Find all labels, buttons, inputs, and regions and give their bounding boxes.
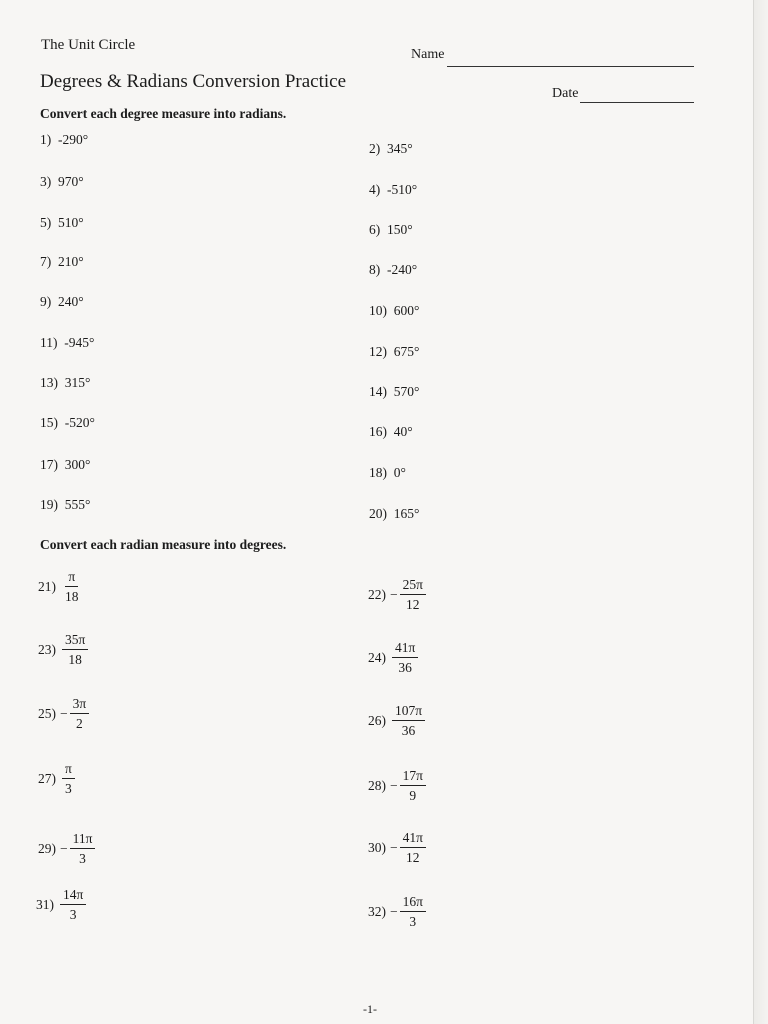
problem-11 (40, 335, 94, 351)
fraction (392, 704, 425, 738)
numerator: 16π (400, 895, 426, 912)
degree-value: 300° (64, 457, 91, 472)
problem-number: 6) (369, 222, 381, 237)
problem-18 (369, 465, 406, 481)
degree-value: 555° (64, 497, 91, 512)
degree-value: 240° (58, 294, 84, 309)
numerator: 17π (400, 769, 426, 786)
degree-value: 970° (58, 174, 84, 189)
degree-value: -945° (64, 335, 95, 350)
problem-number: 22) (368, 587, 386, 603)
fraction (70, 832, 96, 866)
minus-sign: − (390, 840, 398, 856)
denominator: 18 (65, 589, 79, 605)
problem-number: 28) (368, 778, 386, 794)
degree-value: 345° (387, 141, 413, 156)
problem-number: 29) (38, 841, 56, 857)
numerator: 35π (62, 633, 88, 650)
numerator: 25π (400, 578, 426, 595)
fraction (62, 570, 82, 604)
degree-value: -510° (387, 182, 418, 197)
problem-17 (40, 457, 90, 473)
denominator: 12 (406, 597, 420, 613)
problem-9 (40, 294, 84, 310)
minus-sign: − (390, 904, 398, 920)
denominator: 36 (398, 660, 412, 676)
denominator: 2 (76, 716, 83, 732)
problem-number: 3) (40, 174, 52, 189)
problem-12 (369, 344, 419, 360)
problem-2 (369, 141, 413, 157)
problem-21 (38, 570, 82, 604)
problem-24 (368, 641, 418, 675)
fraction (62, 633, 88, 667)
problem-5 (40, 215, 84, 231)
denominator: 12 (406, 850, 420, 866)
denominator: 36 (401, 723, 416, 739)
problem-number: 12) (369, 344, 387, 359)
numerator: π (62, 762, 75, 779)
degree-value: 165° (393, 506, 420, 521)
problem-number: 27) (38, 771, 56, 787)
problem-number: 30) (368, 840, 386, 856)
problem-4 (369, 182, 417, 198)
problem-10 (369, 303, 419, 319)
problem-number: 9) (40, 294, 52, 309)
fraction (392, 641, 418, 675)
problem-number: 17) (40, 457, 58, 472)
degrees-to-radians-instruction: Convert each degree measure into radians. (40, 106, 287, 121)
degree-value: 150° (387, 222, 413, 237)
problem-6 (369, 222, 413, 238)
numerator: 3π (70, 697, 90, 714)
radians-to-degrees-instruction: Convert each radian measure into degrees. (40, 537, 287, 552)
problem-number: 13) (40, 375, 58, 390)
degree-value: 675° (393, 344, 420, 359)
degree-value: 510° (58, 215, 84, 230)
problem-number: 7) (40, 254, 52, 269)
denominator: 9 (409, 788, 417, 804)
page-number: -1- (363, 1002, 377, 1016)
problem-number: 8) (369, 262, 381, 277)
problem-number: 18) (369, 465, 387, 480)
problem-number: 2) (369, 141, 381, 156)
worksheet-title: Degrees & Radians Conversion Practice (40, 71, 347, 92)
problem-number: 19) (40, 497, 58, 512)
minus-sign: − (60, 706, 68, 722)
name-blank-line[interactable] (447, 66, 694, 67)
date-label: Date (552, 86, 579, 101)
problem-25 (38, 697, 89, 731)
problem-number: 26) (368, 713, 386, 729)
page-edge (753, 0, 768, 1024)
problem-15 (40, 415, 95, 431)
fraction (60, 888, 86, 922)
denominator: 3 (69, 907, 77, 923)
problem-23 (38, 633, 88, 667)
date-blank-line[interactable] (580, 102, 694, 103)
numerator: 107π (392, 704, 425, 721)
denominator: 3 (79, 851, 86, 867)
problem-27 (38, 762, 75, 796)
degree-value: 40° (393, 424, 413, 439)
minus-sign: − (390, 778, 398, 794)
fraction (70, 697, 90, 731)
problem-number: 24) (368, 650, 386, 666)
problem-29 (38, 832, 95, 866)
degree-value: 600° (393, 303, 420, 318)
fraction (400, 578, 426, 612)
degree-value: 210° (58, 254, 84, 269)
denominator: 3 (65, 781, 72, 797)
degree-value: 570° (393, 384, 420, 399)
problem-1 (40, 132, 88, 148)
degree-value: 0° (393, 465, 406, 480)
numerator: 41π (400, 831, 426, 848)
denominator: 18 (68, 652, 82, 668)
problem-19 (40, 497, 90, 513)
minus-sign: − (390, 587, 398, 603)
fraction (62, 762, 75, 796)
degree-value: -520° (64, 415, 95, 430)
problem-number: 25) (38, 706, 56, 722)
degree-value: 315° (64, 375, 91, 390)
problem-13 (40, 375, 90, 391)
problem-7 (40, 254, 84, 270)
problem-number: 15) (40, 415, 58, 430)
numerator: 11π (70, 832, 96, 849)
problem-number: 1) (40, 132, 52, 147)
problem-number: 14) (369, 384, 387, 399)
numerator: 14π (60, 888, 86, 905)
problem-16 (369, 424, 413, 440)
problem-number: 11) (40, 335, 58, 350)
problem-number: 16) (369, 424, 387, 439)
fraction (400, 769, 426, 803)
numerator: 41π (392, 641, 418, 658)
minus-sign: − (60, 841, 68, 857)
problem-number: 21) (38, 579, 56, 595)
fraction (400, 831, 426, 865)
problem-number: 32) (368, 904, 386, 920)
problem-number: 20) (369, 506, 387, 521)
problem-number: 31) (36, 897, 54, 913)
course-title: The Unit Circle (41, 37, 136, 53)
problem-20 (369, 506, 419, 522)
problem-number: 5) (40, 215, 52, 230)
problem-30 (368, 831, 426, 865)
denominator: 3 (409, 914, 417, 930)
problem-number: 4) (369, 182, 381, 197)
problem-8 (369, 262, 417, 278)
name-label: Name (411, 47, 445, 62)
problem-number: 23) (38, 642, 56, 658)
problem-22 (368, 578, 426, 612)
problem-31 (36, 888, 86, 922)
problem-number: 10) (369, 303, 387, 318)
problem-32 (368, 895, 426, 929)
degree-value: -240° (387, 262, 418, 277)
problem-26 (368, 704, 425, 738)
numerator: π (65, 570, 78, 587)
fraction (400, 895, 426, 929)
problem-14 (369, 384, 419, 400)
degree-value: -290° (58, 132, 89, 147)
problem-28 (368, 769, 426, 803)
problem-3 (40, 174, 84, 190)
